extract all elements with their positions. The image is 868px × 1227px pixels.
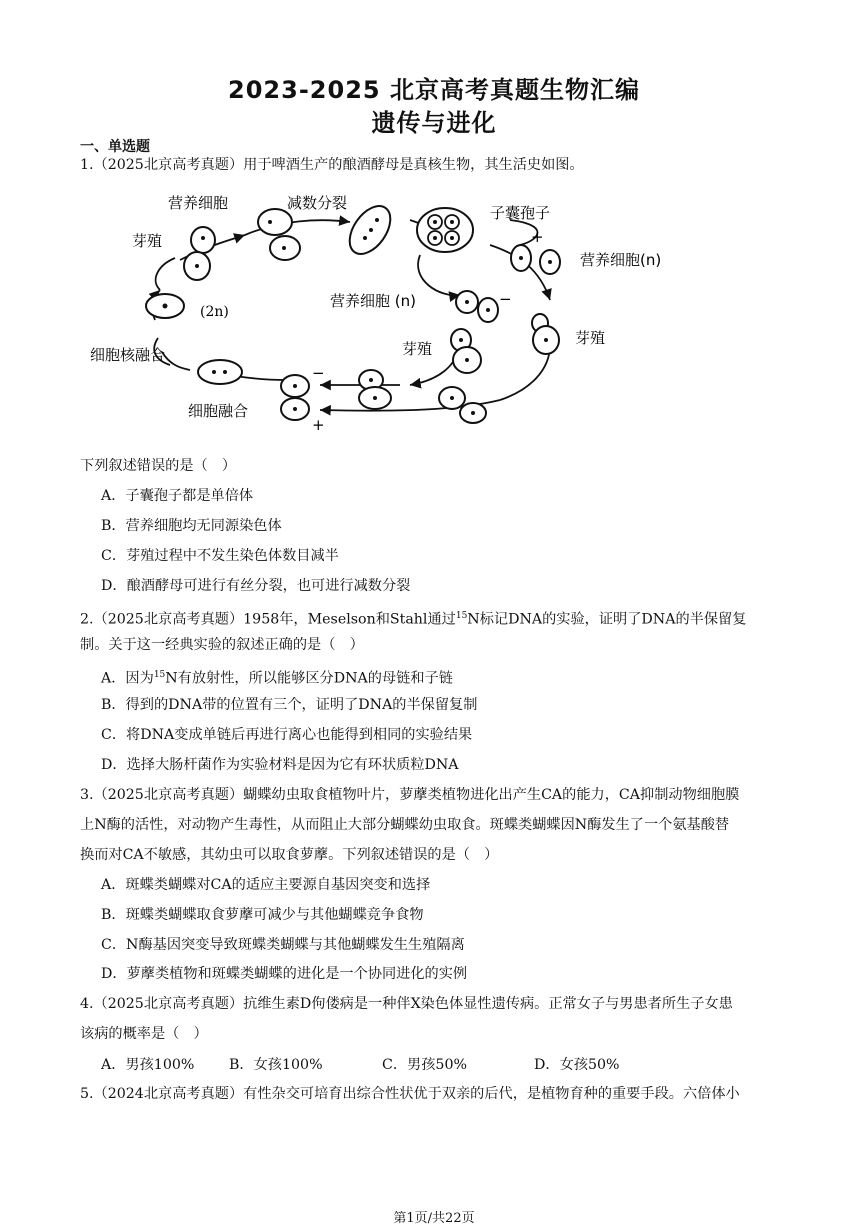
- q2-option-a: [101, 665, 453, 689]
- q1-stem: 1.（2025北京高考真题）用于啤酒生产的酿酒酵母是真核生物，其生活史如图。: [80, 157, 584, 173]
- q1-option-c: C．芽殖过程中不发生染色体数目减半: [101, 548, 339, 564]
- page-title: 2023-2025 北京高考真题生物汇编: [228, 76, 640, 104]
- q5-stem-line1: 5.（2024北京高考真题）有性杂交可培育出综合性状优于双亲的后代，是植物育种的重要手段。六倍体小: [80, 1086, 740, 1102]
- q3-option-b: B．斑蝶类蝴蝶取食萝藦可减少与其他蝴蝶竞争食物: [101, 907, 424, 923]
- label-nuclear-fusion: 细胞核融合: [90, 346, 166, 364]
- sign-plus-top: +: [531, 228, 544, 246]
- q1-option-d: D．酿酒酵母可进行有丝分裂，也可进行减数分裂: [101, 578, 411, 594]
- label-cell-fusion: 细胞融合: [188, 402, 249, 420]
- q2-stem-sup: 15: [455, 611, 468, 621]
- q3-option-c: C．N酶基因突变导致斑蝶类蝴蝶与其他蝴蝶发生生殖隔离: [101, 937, 465, 953]
- q3-stem-line2: 上N酶的活性，对动物产生毒性，从而阻止大部分蝴蝶幼虫取食。斑蝶类蝴蝶因N酶发生了一个氨基酸替: [80, 817, 730, 833]
- q1-option-b: B．营养细胞均无同源染色体: [101, 518, 282, 534]
- q2-stem-part1: 2.（2025北京高考真题）1958年，Meselson和Stahl通过: [80, 611, 456, 628]
- q3-option-d: D．萝藦类植物和斑蝶类蝴蝶的进化是一个协同进化的实例: [101, 966, 468, 982]
- cell-nuclear-fusion: [198, 360, 242, 384]
- q2-stem-line2: 制。关于这一经典实验的叙述正确的是（ ）: [80, 637, 364, 653]
- q4-option-d: D．女孩50%: [534, 1057, 620, 1073]
- q3-stem-line3: 换而对CA不敏感，其幼虫可以取食萝藦。下列叙述错误的是（ ）: [80, 847, 499, 863]
- label-vegetative-n-mid: 营养细胞 (n): [330, 292, 416, 310]
- q2-stem-part2: N标记DNA的实验，证明了DNA的半保留复: [467, 611, 747, 628]
- q4-option-c: C．男孩50%: [382, 1057, 467, 1073]
- page-subtitle: 遗传与进化: [371, 109, 497, 137]
- q1-option-a: A．子囊孢子都是单倍体: [101, 488, 254, 504]
- label-meiosis: 减数分裂: [287, 194, 348, 212]
- sign-plus-bottom: +: [312, 416, 325, 434]
- label-2n: (2n): [200, 304, 229, 320]
- label-budding-left: 芽殖: [132, 232, 163, 250]
- sign-minus-bottom: −: [312, 364, 325, 382]
- q2-option-a-part1: A．因为: [101, 670, 154, 687]
- label-vegetative-n-right: 营养细胞(n): [580, 251, 662, 269]
- label-budding-right: 芽殖: [575, 329, 606, 347]
- section-heading: 一、单选题: [80, 139, 150, 155]
- q4-stem-line1: 4.（2025北京高考真题）抗维生素D佝偻病是一种伴X染色体显性遗传病。正常女子与男患者所生子女患: [80, 996, 733, 1012]
- q2-option-b: B．得到的DNA带的位置有三个，证明了DNA的半保留复制: [101, 697, 478, 713]
- q1-question: 下列叙述错误的是（ ）: [80, 458, 237, 474]
- q3-option-a: A．斑蝶类蝴蝶对CA的适应主要源自基因突变和选择: [101, 877, 431, 893]
- cell-vegetative-top: [258, 209, 292, 235]
- yeast-life-cycle-diagram: [80, 180, 720, 440]
- q2-option-d: D．选择大肠杆菌作为实验材料是因为它有环状质粒DNA: [101, 757, 459, 773]
- page-footer: 第1页/共22页: [393, 1211, 475, 1226]
- q4-option-a: A．男孩100%: [101, 1057, 195, 1073]
- q2-option-a-sup: 15: [153, 670, 166, 680]
- q4-option-b: B．女孩100%: [229, 1057, 323, 1073]
- label-vegetative-top: 营养细胞: [168, 194, 229, 212]
- q3-stem-line1: 3.（2025北京高考真题）蝴蝶幼虫取食植物叶片，萝藦类植物进化出产生CA的能力，CA抑制动物细胞膜: [80, 787, 740, 803]
- label-budding-mid: 芽殖: [402, 340, 433, 358]
- ascus-spores: [417, 208, 473, 252]
- q2-option-a-part2: N有放射性，所以能够区分DNA的母链和子链: [165, 670, 453, 687]
- q4-stem-line2: 该病的概率是（ ）: [80, 1026, 208, 1042]
- label-ascospore: 子囊孢子: [490, 204, 551, 222]
- sign-minus-mid: −: [499, 290, 512, 308]
- q2-option-c: C．将DNA变成单链后再进行离心也能得到相同的实验结果: [101, 727, 473, 743]
- q2-stem-line1: [80, 606, 800, 630]
